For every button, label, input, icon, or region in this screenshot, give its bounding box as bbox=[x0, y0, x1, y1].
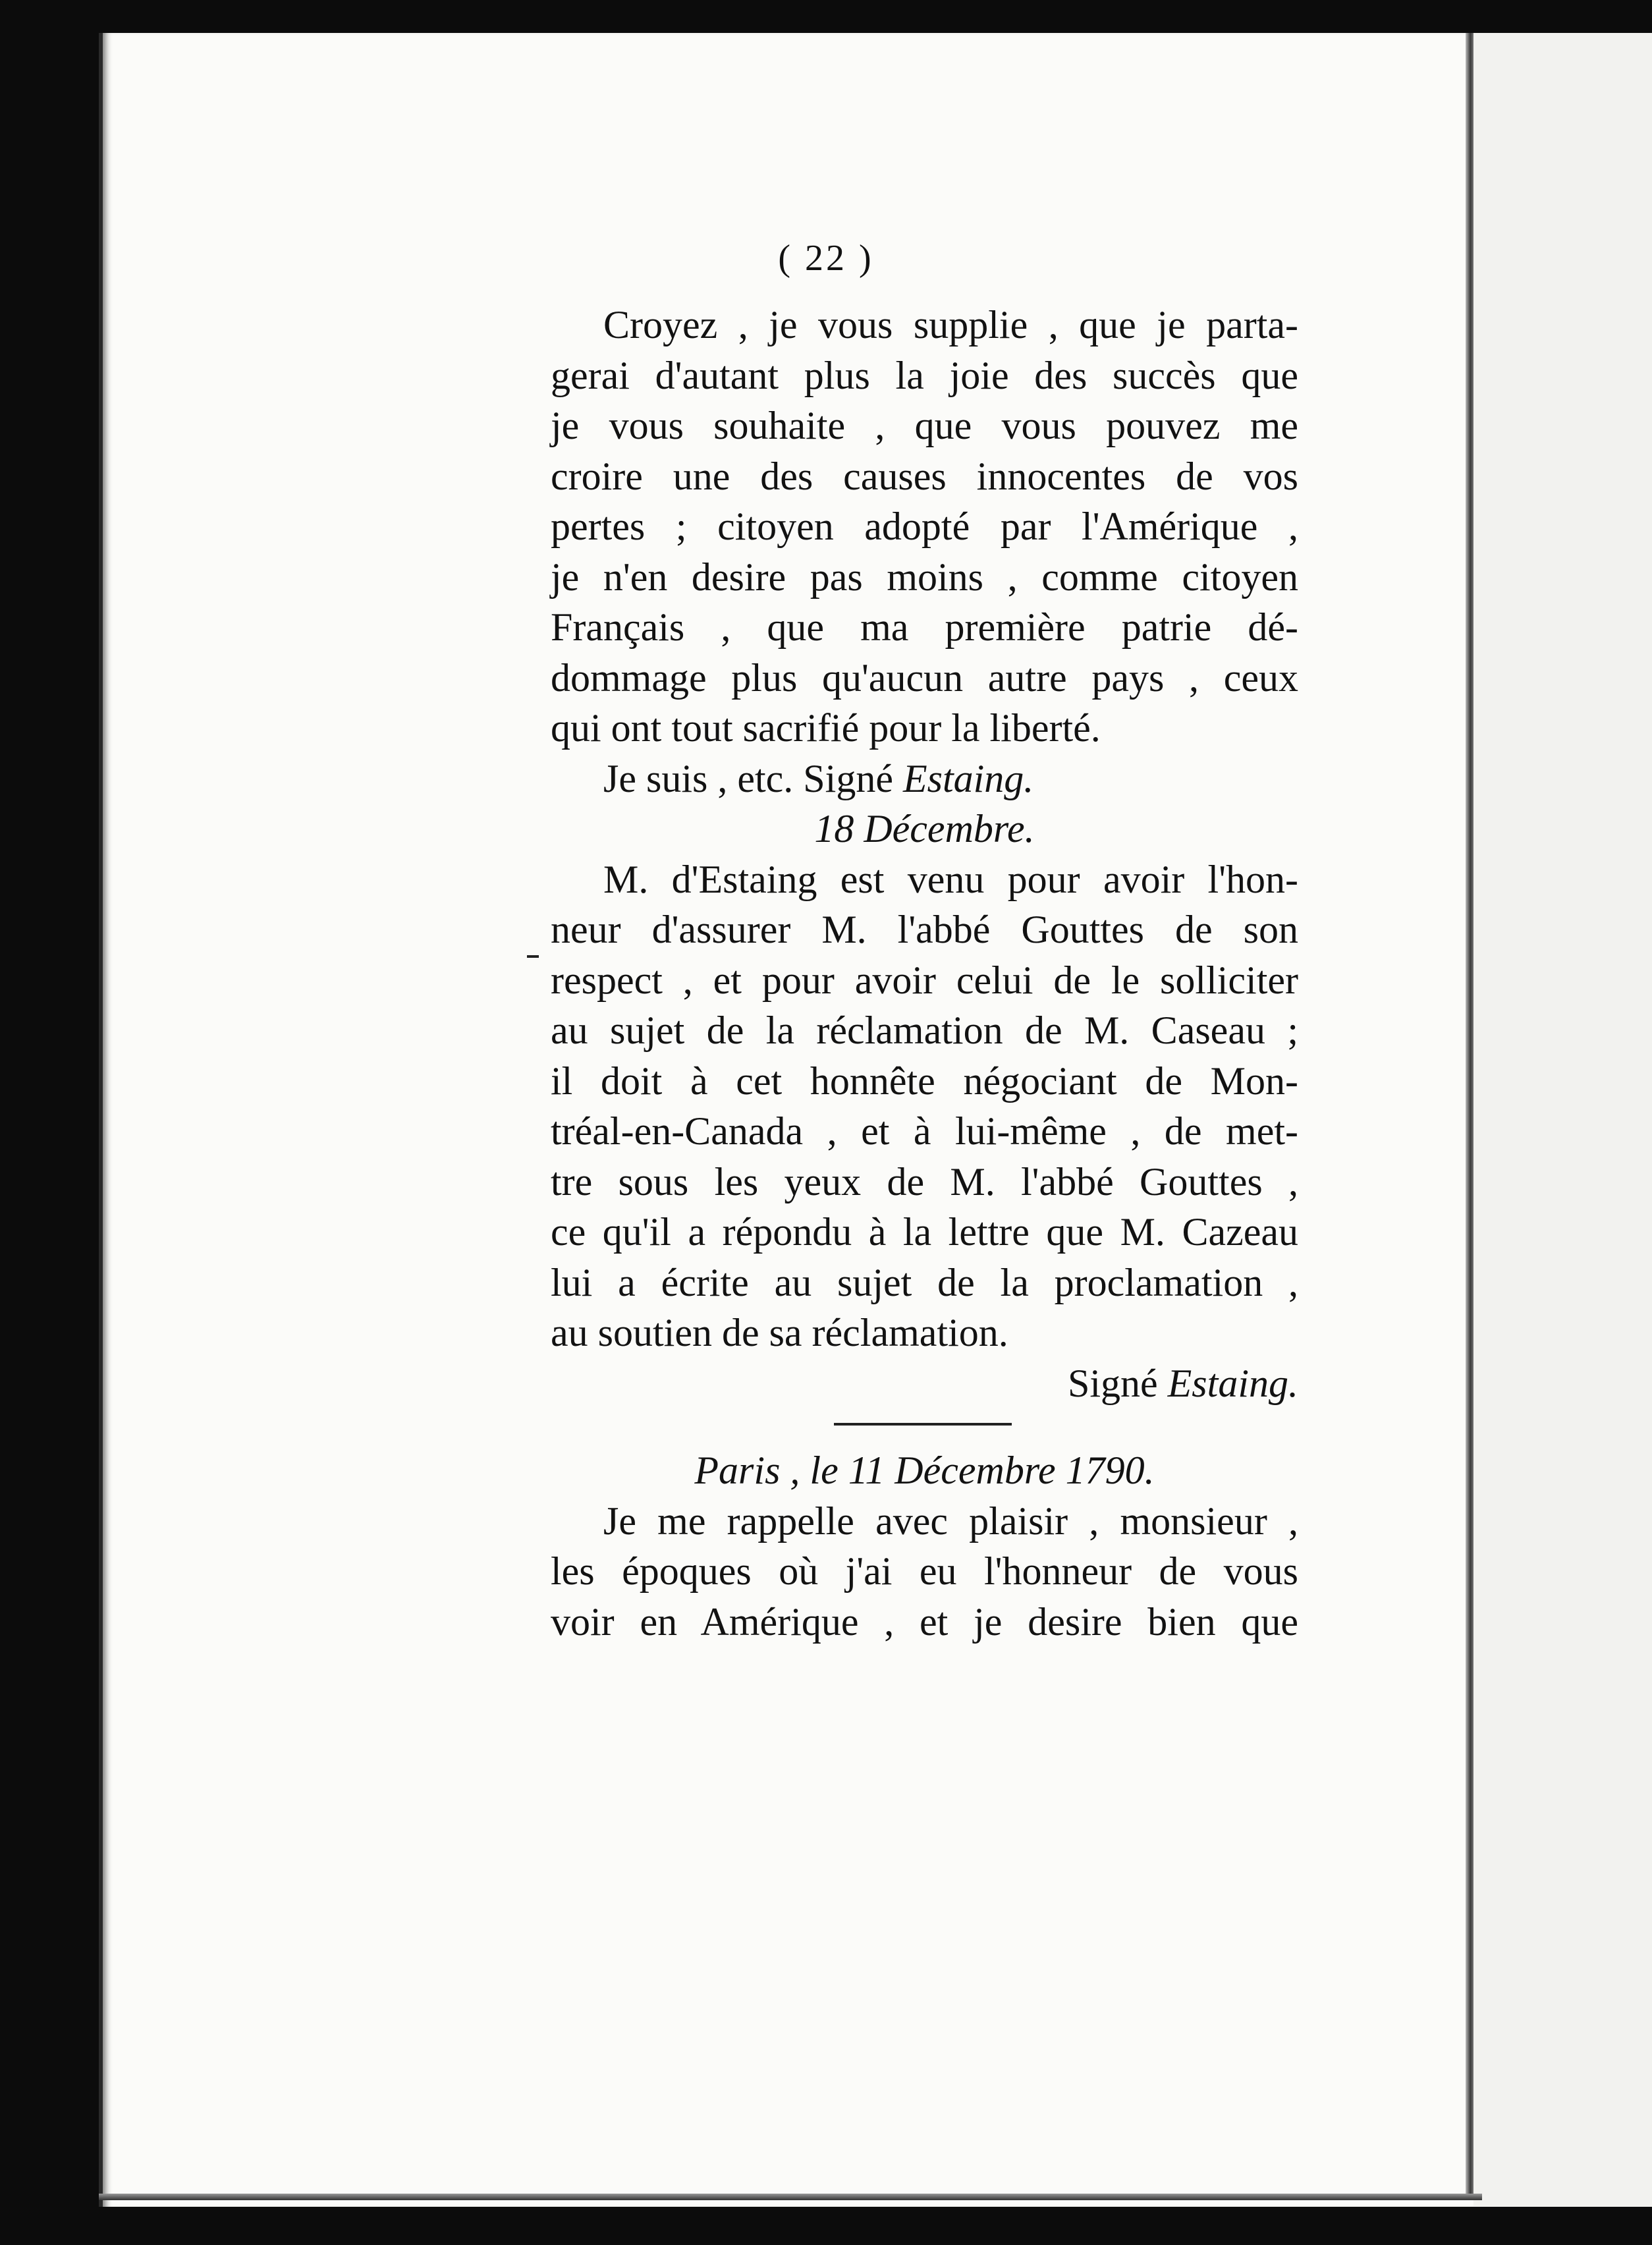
signature-name: Estaing. bbox=[1167, 1361, 1298, 1405]
signature-text: Signé bbox=[1067, 1361, 1168, 1405]
text-line: dommage plus qu'aucun autre pays , ceux bbox=[551, 655, 1298, 700]
page-number: ( 22 ) bbox=[778, 238, 874, 279]
text-line: il doit à cet honnête négociant de Mon- bbox=[551, 1059, 1298, 1103]
paper-bottom-edge bbox=[99, 2194, 1482, 2200]
text-line: tre sous les yeux de M. l'abbé Gouttes , bbox=[551, 1159, 1298, 1204]
text-line: voir en Amérique , et je desire bien que bbox=[551, 1599, 1298, 1644]
text-line: qui ont tout sacrifié pour la liberté. bbox=[551, 706, 1101, 750]
text-line: M. d'Estaing est venu pour avoir l'hon- bbox=[603, 857, 1298, 901]
text-line: au soutien de sa réclamation. bbox=[551, 1311, 1008, 1354]
text-line: tréal-en-Canada , et à lui-même , de met- bbox=[551, 1109, 1298, 1153]
margin-mark bbox=[527, 955, 539, 958]
text-line: lui a écrite au sujet de la proclamation , bbox=[551, 1260, 1298, 1304]
text-line: croire une des causes innocentes de vos bbox=[551, 454, 1298, 498]
signature-line bbox=[551, 1358, 1298, 1409]
date-heading: 18 Décembre. bbox=[814, 807, 1035, 850]
facing-page-strip bbox=[1473, 33, 1652, 2207]
text-line: les époques où j'ai eu l'honneur de vous bbox=[551, 1549, 1298, 1593]
text-line: respect , et pour avoir celui de le solliciter bbox=[551, 958, 1298, 1002]
text-line: Français , que ma première patrie dé- bbox=[551, 605, 1298, 649]
separator-rule bbox=[551, 1408, 1298, 1445]
text-line: neur d'assurer M. l'abbé Gouttes de son bbox=[551, 908, 1298, 951]
page-fold-edge bbox=[1466, 33, 1473, 2200]
closing-line bbox=[551, 754, 1298, 804]
body-text bbox=[551, 300, 1298, 1647]
signature-name: Estaing. bbox=[902, 756, 1034, 800]
text-line: je vous souhaite , que vous pouvez me bbox=[551, 404, 1298, 447]
date-heading: Paris , le 11 Décembre 1790. bbox=[694, 1449, 1155, 1492]
closing-text: Je suis , etc. Signé bbox=[603, 756, 903, 800]
text-line: gerai d'autant plus la joie des succès que bbox=[551, 353, 1298, 397]
text-line: ce qu'il a répondu à la lettre que M. Cazeau bbox=[551, 1210, 1298, 1254]
text-line: au sujet de la réclamation de M. Caseau ; bbox=[551, 1009, 1298, 1052]
text-line: pertes ; citoyen adopté par l'Amérique , bbox=[551, 505, 1298, 548]
text-line: Croyez , je vous supplie , que je parta- bbox=[603, 303, 1298, 346]
text-line: Je me rappelle avec plaisir , monsieur , bbox=[603, 1499, 1298, 1543]
text-line: je n'en desire pas moins , comme citoyen bbox=[551, 555, 1298, 599]
